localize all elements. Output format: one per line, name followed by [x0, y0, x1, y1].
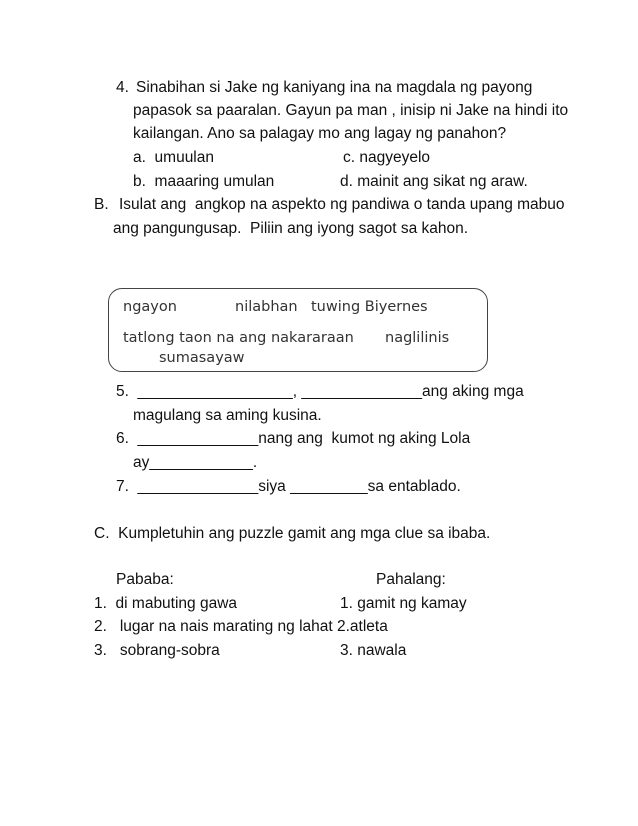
- q7-line-1: 7. ______________siya _________sa entablado.: [116, 478, 461, 495]
- across-clue-2: 2.atleta: [337, 618, 388, 635]
- choice-a: a. umuulan: [133, 149, 214, 166]
- word-nilabhan: nilabhan: [235, 299, 298, 315]
- across-clue-1: 1. gamit ng kamay: [340, 595, 467, 612]
- down-clue-2: 2. lugar na nais marating ng lahat: [94, 618, 333, 635]
- section-c-title: C. Kumpletuhin ang puzzle gamit ang mga clue sa ibaba.: [94, 525, 491, 542]
- word-naglilinis: naglilinis: [385, 330, 450, 346]
- q5-line-1: 5. __________________, ______________ang aking mga: [116, 383, 524, 400]
- word-tuwing-biyernes: tuwing Biyernes: [311, 299, 428, 315]
- word-sumasayaw: sumasayaw: [159, 350, 245, 366]
- down-clue-3: 3. sobrang-sobra: [94, 642, 220, 659]
- q4-line-3: kailangan. Ano sa palagay mo ang lagay ng panahon?: [133, 125, 507, 142]
- word-choice-box: [108, 288, 488, 372]
- q4-number: 4.: [116, 79, 129, 96]
- word-ngayon: ngayon: [123, 299, 177, 315]
- section-b-line-1: Isulat ang angkop na aspekto ng pandiwa o tanda upang mabuo: [119, 196, 565, 213]
- choice-c: c. nagyeyelo: [343, 149, 431, 166]
- pababa-heading: Pababa:: [116, 571, 174, 588]
- choice-b: b. maaaring umulan: [133, 173, 275, 190]
- q4-line-2: papasok sa paaralan. Gayun pa man , inisip ni Jake na hindi ito: [133, 102, 569, 119]
- across-clue-3: 3. nawala: [340, 642, 407, 659]
- word-tatlong-taon: tatlong taon na ang nakararaan: [123, 330, 354, 346]
- pahalang-heading: Pahalang:: [376, 571, 446, 588]
- q4-line-1: Sinabihan si Jake ng kaniyang ina na magdala ng payong: [136, 79, 533, 96]
- q6-line-2: ay____________.: [133, 454, 258, 471]
- section-b-label: B.: [94, 196, 109, 213]
- q5-line-2: magulang sa aming kusina.: [133, 407, 322, 424]
- choice-d: d. mainit ang sikat ng araw.: [340, 173, 528, 190]
- q6-line-1: 6. ______________nang ang kumot ng aking Lola: [116, 430, 471, 447]
- down-clue-1: 1. di mabuting gawa: [94, 595, 238, 612]
- section-b-line-2: ang pangungusap. Piliin ang iyong sagot sa kahon.: [113, 220, 469, 237]
